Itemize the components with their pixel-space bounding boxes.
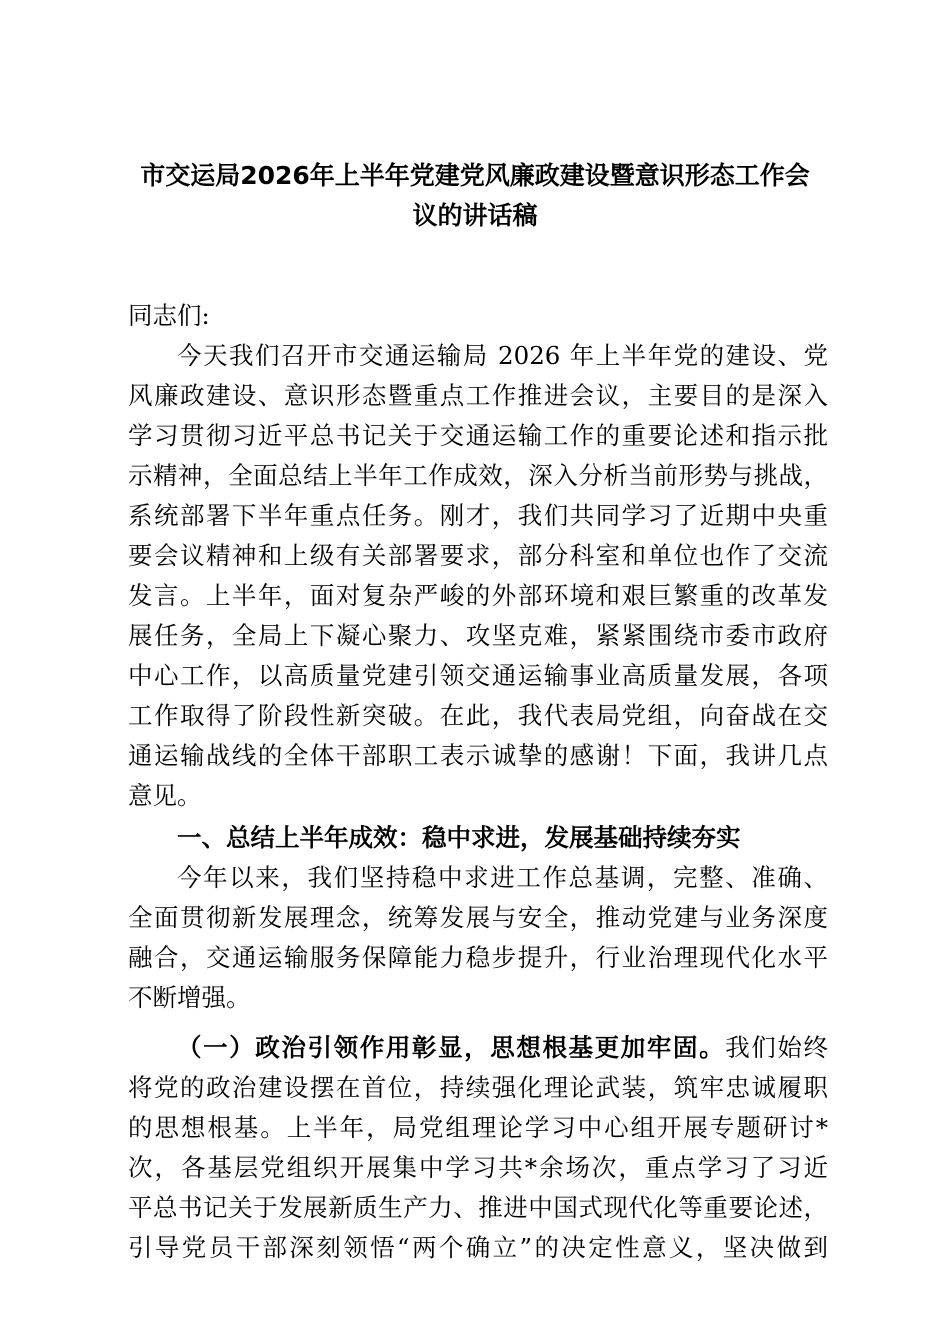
greeting: 同志们: — [128, 301, 210, 330]
subsection-line: 引导党员干部深刻领悟“两个确立”的决定性意义，坚决做到 — [128, 1233, 828, 1262]
intro-line: 展任务，全局上下凝心聚力、攻坚克难，紧紧围绕市委市政府 — [128, 621, 828, 650]
section-line: 全面贯彻新发展理念，统筹发展与安全，推动党建与业务深度 — [128, 903, 828, 932]
intro-line: 通运输战线的全体干部职工表示诚挚的感谢！下面，我讲几点 — [128, 741, 828, 770]
intro-line: 中心工作，以高质量党建引领交通运输事业高质量发展，各项 — [128, 661, 828, 690]
subsection-line: 平总书记关于发展新质生产力、推进中国式现代化等重要论述， — [128, 1193, 828, 1222]
intro-line: 学习贯彻习近平总书记关于交通运输工作的重要论述和指示批 — [128, 421, 828, 450]
subsection-line: 次，各基层党组织开展集中学习共*余场次，重点学习了习近 — [128, 1153, 828, 1182]
subsection-heading: （一）政治引领作用彰显，思想根基更加牢固。 — [177, 1033, 726, 1062]
section-line: 不断增强。 — [128, 983, 251, 1012]
intro-line: 系统部署下半年重点任务。刚才，我们共同学习了近期中央重 — [128, 501, 828, 530]
intro-line: 意见。 — [128, 781, 202, 810]
intro-line: 示精神，全面总结上半年工作成效，深入分析当前形势与挑战， — [128, 461, 828, 490]
subsection-line: 的思想根基。上半年，局党组理论学习中心组开展专题研讨* — [128, 1113, 828, 1142]
subsection-text: 我们始终 — [725, 1033, 828, 1062]
intro-line: 风廉政建设、意识形态暨重点工作推进会议，主要目的是深入 — [128, 381, 828, 410]
section-heading: 一、总结上半年成效：稳中求进，发展基础持续夯实 — [177, 823, 741, 852]
intro-line: 工作取得了阶段性新突破。在此，我代表局党组，向奋战在交 — [128, 701, 828, 730]
section-line: 融合，交通运输服务保障能力稳步提升，行业治理现代化水平 — [128, 943, 828, 972]
subsection-first-line — [177, 1028, 828, 1068]
intro-line: 发言。上半年，面对复杂严峻的外部环境和艰巨繁重的改革发 — [128, 581, 828, 610]
document-title-line-1: 市交运局2026年上半年党建党风廉政建设暨意识形态工作会 — [140, 161, 810, 190]
intro-line: 要会议精神和上级有关部署要求，部分科室和单位也作了交流 — [128, 541, 828, 570]
subsection-line: 将党的政治建设摆在首位，持续强化理论武装，筑牢忠诚履职 — [128, 1073, 828, 1102]
section-line: 今年以来，我们坚持稳中求进工作总基调，完整、准确、 — [177, 863, 828, 892]
document-title-line-2: 议的讲话稿 — [412, 201, 538, 230]
intro-line: 今天我们召开市交通运输局 2026 年上半年党的建设、党 — [177, 341, 828, 370]
